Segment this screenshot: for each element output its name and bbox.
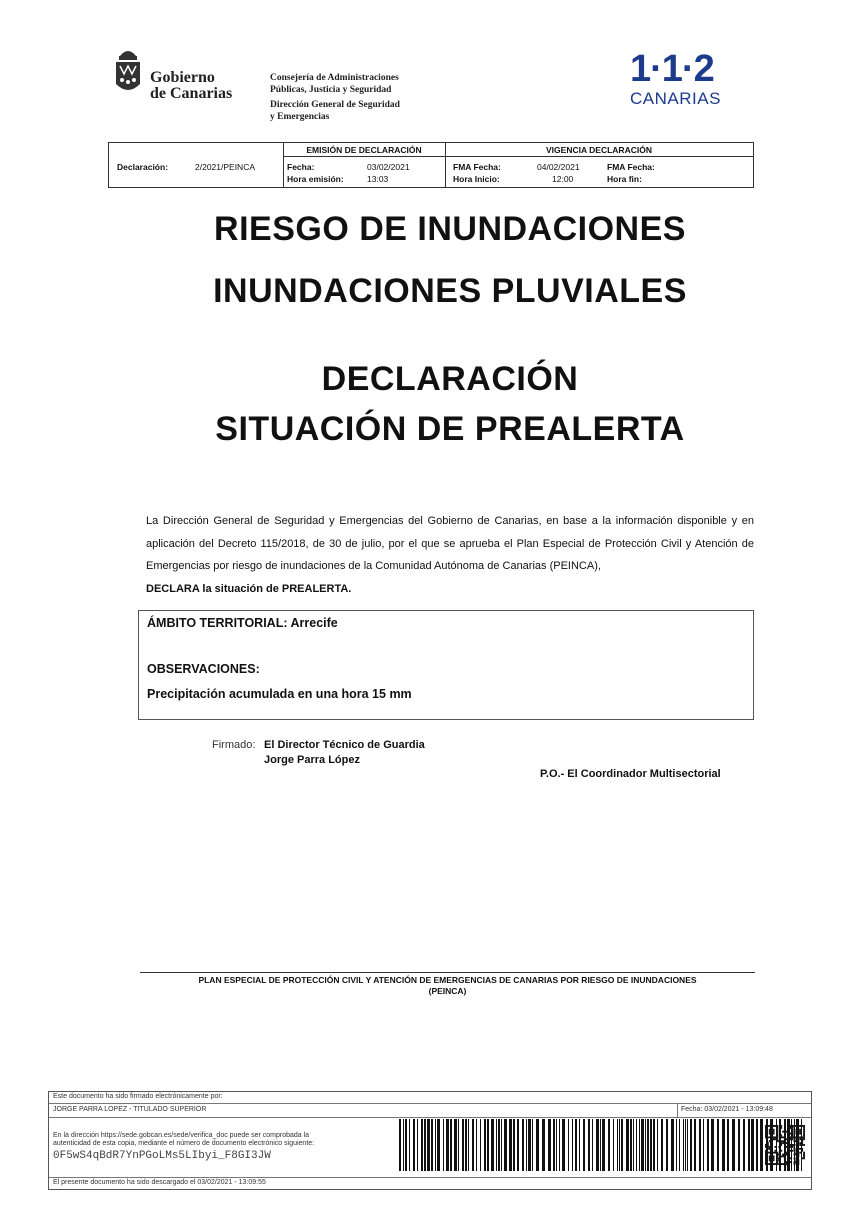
fecha-label: Fecha: <box>287 162 315 172</box>
hora-emision-label: Hora emisión: <box>287 174 344 184</box>
direccion-line2: y Emergencias <box>270 112 330 122</box>
declaration-table <box>108 142 754 188</box>
verification-signer: JORGE PARRA LOPEZ - TITULADO SUPERIOR <box>53 1106 207 1113</box>
verification-url-text-1: En la dirección https://sede.gobcan.es/sede/verifica_doc puede ser comprobada la <box>53 1132 310 1139</box>
emision-header: EMISIÓN DE DECLARACIÓN <box>306 145 422 155</box>
observaciones-box <box>138 610 754 720</box>
fma-fecha-value: 04/02/2021 <box>537 162 580 172</box>
signature-name: Jorge Parra López <box>264 754 360 766</box>
title-declaracion: DECLARACIÓN <box>321 360 579 398</box>
fma-fecha2-label: FMA Fecha: <box>607 162 655 172</box>
plan-footer-line2: (PEINCA) <box>428 986 467 996</box>
verification-downloaded: El presente documento ha sido descargado el 03/02/2021 - 13:09:55 <box>53 1179 266 1186</box>
paragraph-text: La Dirección General de Seguridad y Emergencias del Gobierno de Canarias, en base a la información disponible y en aplicación del Decreto 115/2018, de 30 de julio, por el que se aprueba el Plan Especial de Protección Civil y Atención de Emergencias por riesgo de inundaciones de la Comunidad Autónoma de Canarias (PEINCA), <box>146 515 754 572</box>
vigencia-header: VIGENCIA DECLARACIÓN <box>546 145 652 155</box>
firmado-label: Firmado: <box>212 739 256 751</box>
gobierno-line1: Gobierno <box>150 69 215 86</box>
gobierno-line2: de Canarias <box>150 85 233 102</box>
title-inundaciones: INUNDACIONES PLUVIALES <box>213 272 687 310</box>
fma-fecha-label: FMA Fecha: <box>453 162 501 172</box>
verification-code: 0F5wS4qBdR7YnPGoLMs5LIbyi_F8GI3JW <box>53 1150 271 1162</box>
observaciones-text: Precipitación acumulada en una hora 15 mm <box>147 687 412 701</box>
logo-112-number: 1·1·2 <box>630 48 714 90</box>
title-riesgo: RIESGO DE INUNDACIONES <box>214 210 686 248</box>
declaracion-label: Declaración: <box>117 162 169 172</box>
ambito-territorial: ÁMBITO TERRITORIAL: Arrecife <box>147 616 338 630</box>
hora-inicio-value: 12:00 <box>552 174 574 184</box>
verification-url-text-2: autenticidad de esta copia, mediante el número de documento electrónico siguiente: <box>53 1140 315 1147</box>
consejeria-line2: Públicas, Justicia y Seguridad <box>270 85 392 95</box>
signature-director: El Director Técnico de Guardia <box>264 739 425 751</box>
logo-112-canarias: CANARIAS <box>630 89 721 108</box>
plan-footer <box>140 972 755 997</box>
qr-code <box>765 1125 805 1165</box>
barcode <box>399 1119 804 1171</box>
hora-fin-label: Hora fin: <box>607 174 642 184</box>
observaciones-label: OBSERVACIONES: <box>147 662 260 676</box>
plan-footer-line1: PLAN ESPECIAL DE PROTECCIÓN CIVIL Y ATENCIÓN DE EMERGENCIAS DE CANARIAS POR RIESGO DE INUNDACIONES <box>198 975 697 985</box>
direccion-line1: Dirección General de Seguridad <box>270 100 400 110</box>
hora-emision-value: 13:03 <box>367 174 389 184</box>
verification-fecha: Fecha: 03/02/2021 - 13:09:48 <box>681 1106 773 1113</box>
verification-box <box>48 1091 812 1190</box>
consejeria-block <box>270 72 400 123</box>
title-situacion: SITUACIÓN DE PREALERTA <box>215 410 685 448</box>
consejeria-line1: Consejería de Administraciones <box>270 73 399 83</box>
hora-inicio-label: Hora Inicio: <box>453 174 500 184</box>
fecha-value: 03/02/2021 <box>367 162 410 172</box>
gobierno-emblem <box>110 44 146 104</box>
signature-po: P.O.- El Coordinador Multisectorial <box>540 768 721 780</box>
declaration-paragraph <box>146 510 754 600</box>
paragraph-declara: DECLARA la situación de PREALERTA. <box>146 582 352 595</box>
gobierno-name <box>150 70 232 102</box>
verification-line1: Este documento ha sido firmado electrónicamente por: <box>53 1093 223 1100</box>
logo-112 <box>630 50 735 107</box>
declaracion-value: 2/2021/PEINCA <box>195 162 256 172</box>
